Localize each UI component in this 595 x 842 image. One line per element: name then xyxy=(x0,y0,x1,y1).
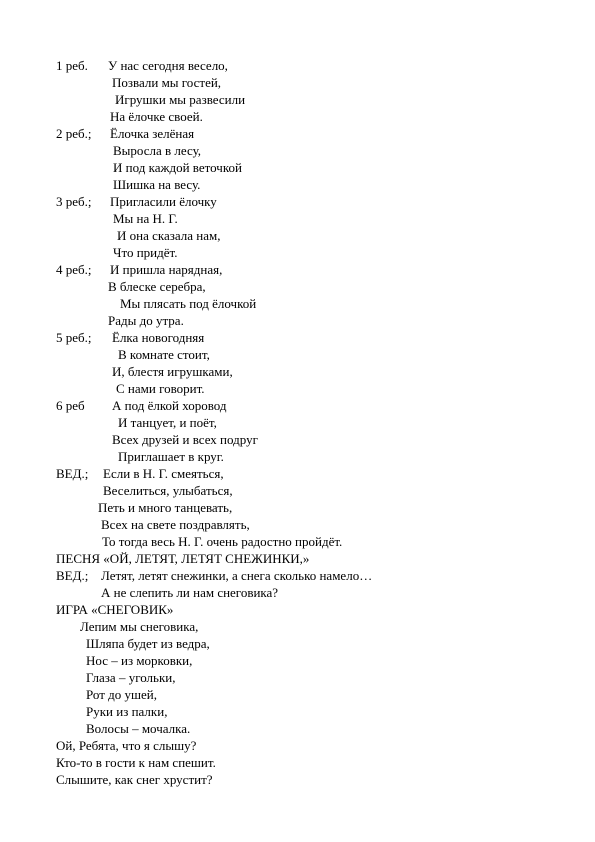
game-heading: ИГРА «СНЕГОВИК» xyxy=(56,602,174,617)
poem-line: И пришла нарядная, xyxy=(110,262,223,277)
speaker-label: 1 реб. xyxy=(56,58,88,73)
poem-line: Петь и много танцевать, xyxy=(98,500,233,515)
poem-line: Всех на свете поздравлять, xyxy=(101,517,250,532)
poem-line: Мы на Н. Г. xyxy=(113,211,178,226)
poem-line: Выросла в лесу, xyxy=(113,143,202,158)
poem-line: Ёлка новогодняя xyxy=(112,330,205,345)
poem-line: Что придёт. xyxy=(113,245,178,260)
poem-line: А под ёлкой хоровод xyxy=(112,398,227,413)
poem-line: Кто-то в гости к нам спешит. xyxy=(56,755,216,770)
poem-line: У нас сегодня весело, xyxy=(108,58,228,73)
poem-line: Мы плясать под ёлочкой xyxy=(120,296,257,311)
poem-line: В комнате стоит, xyxy=(118,347,210,362)
speaker-label: 4 реб.; xyxy=(56,262,92,277)
speaker-label: ВЕД.; xyxy=(56,568,89,583)
poem-line: Рады до утра. xyxy=(108,313,184,328)
poem-line: И, блестя игрушками, xyxy=(112,364,233,379)
poem-line: И под каждой веточкой xyxy=(113,160,242,175)
poem-line: Волосы – мочалка. xyxy=(86,721,191,736)
poem-line: Нос – из морковки, xyxy=(86,653,193,668)
poem-line: А не слепить ли нам снеговика? xyxy=(101,585,279,600)
poem-line: Глаза – угольки, xyxy=(86,670,176,685)
poem-line: Пригласили ёлочку xyxy=(110,194,217,209)
poem-line: Лепим мы снеговика, xyxy=(80,619,199,634)
poem-line: Летят, летят снежинки, а снега сколько намело… xyxy=(101,568,373,583)
poem-line: Ёлочка зелёная xyxy=(110,126,195,141)
poem-line: Слышите, как снег хрустит? xyxy=(56,772,213,787)
poem-line: Если в Н. Г. смеяться, xyxy=(103,466,224,481)
poem-line: С нами говорит. xyxy=(116,381,205,396)
poem-line: Руки из палки, xyxy=(86,704,168,719)
poem-line: На ёлочке своей. xyxy=(110,109,203,124)
poem-line: Приглашает в круг. xyxy=(118,449,224,464)
poem-line: И танцует, и поёт, xyxy=(118,415,217,430)
poem-line: В блеске серебра, xyxy=(108,279,206,294)
poem-line: Всех друзей и всех подруг xyxy=(112,432,258,447)
song-heading: ПЕСНЯ «ОЙ, ЛЕТЯТ, ЛЕТЯТ СНЕЖИНКИ,» xyxy=(56,551,310,566)
poem-line: Шляпа будет из ведра, xyxy=(86,636,210,651)
speaker-label: 3 реб.; xyxy=(56,194,92,209)
poem-line: И она сказала нам, xyxy=(117,228,221,243)
speaker-label: ВЕД.; xyxy=(56,466,89,481)
speaker-label: 2 реб.; xyxy=(56,126,92,141)
poem-line: Веселиться, улыбаться, xyxy=(103,483,233,498)
poem-line: Ой, Ребята, что я слышу? xyxy=(56,738,197,753)
speaker-label: 5 реб.; xyxy=(56,330,92,345)
poem-line: Рот до ушей, xyxy=(86,687,158,702)
speaker-label: 6 реб xyxy=(56,398,85,413)
poem-line: То тогда весь Н. Г. очень радостно пройдёт. xyxy=(102,534,343,549)
poem-line: Шишка на весу. xyxy=(113,177,201,192)
poem-line: Игрушки мы развесили xyxy=(115,92,246,107)
poem-line: Позвали мы гостей, xyxy=(112,75,222,90)
